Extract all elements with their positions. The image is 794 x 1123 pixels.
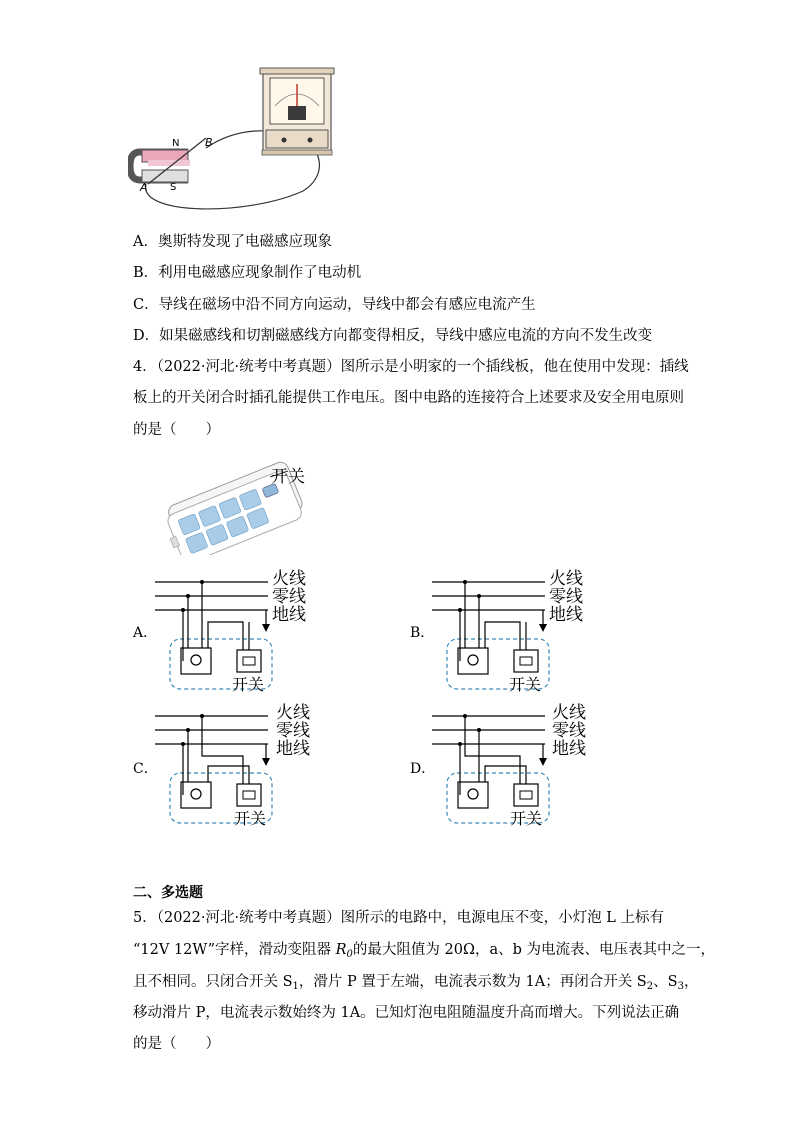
circuit-a-switch-label: 开关 xyxy=(232,675,265,694)
q4-option-d-letter: D． xyxy=(410,761,436,777)
q5-line-3-part-d: ， xyxy=(683,974,699,990)
live-wire-label: 火线 xyxy=(272,569,306,589)
circuit-b-switch-label: 开关 xyxy=(509,675,542,694)
q5-s1-subscript: 1 xyxy=(292,981,299,992)
q5-line-2-part-b: 的最大阻值为 20Ω，a、b 为电流表、电压表其中之一， xyxy=(352,942,716,958)
label-a: A xyxy=(140,181,148,194)
circuit-b-labels xyxy=(549,570,583,624)
q4-option-a-letter: A． xyxy=(133,625,158,641)
q4-line-2: 板上的开关闭合时插孔能提供工作电压。图中电路的连接符合上述要求及安全用电原则 xyxy=(133,390,684,406)
circuit-a-labels xyxy=(272,570,306,624)
q5-line-5: 的是（ ） xyxy=(133,1036,220,1052)
circuit-c-labels xyxy=(276,704,310,758)
live-wire-label: 火线 xyxy=(549,569,583,589)
ground-wire-label: 地线 xyxy=(552,739,586,759)
live-wire-label: 火线 xyxy=(276,703,310,723)
live-wire-label: 火线 xyxy=(552,703,586,723)
label-s: S xyxy=(170,182,177,193)
q5-line-3-part-b: ，滑片 P 置于左端，电流表示数为 1A；再闭合开关 S xyxy=(298,974,647,990)
q3-option-d: D．如果磁感线和切割磁感线方向都变得相反，导线中感应电流的方向不发生改变 xyxy=(133,328,653,344)
label-n: N xyxy=(172,138,180,149)
ground-wire-label: 地线 xyxy=(272,605,306,625)
q5-line-3-part-c: 、S xyxy=(653,974,678,990)
q5-line-3 xyxy=(133,972,698,997)
q5-resistor-subscript: 0 xyxy=(346,949,353,960)
neutral-wire-label: 零线 xyxy=(552,721,586,741)
circuit-d-labels xyxy=(552,704,586,758)
q3-option-b: B．利用电磁感应现象制作了电动机 xyxy=(133,265,362,281)
q3-option-c: C．导线在磁场中沿不同方向运动，导线中都会有感应电流产生 xyxy=(133,297,536,313)
q5-line-4: 移动滑片 P，电流表示数始终为 1A。已知灯泡电阻随温度升高而增大。下列说法正确 xyxy=(133,1005,680,1021)
q4-option-b-letter: B． xyxy=(410,625,435,641)
circuit-d-switch-label: 开关 xyxy=(510,809,543,828)
q5-s2-subscript: 2 xyxy=(646,981,654,992)
electromagnetic-induction-figure xyxy=(128,66,338,216)
neutral-wire-label: 零线 xyxy=(276,721,310,741)
q5-line-2-part-a: “12V 12W”字样，滑动变阻器 xyxy=(133,942,336,958)
q5-line-3-part-a: 且不相同。只闭合开关 S xyxy=(133,974,293,990)
label-b: B xyxy=(205,136,213,149)
q5-resistor-symbol: R xyxy=(335,942,347,958)
neutral-wire-label: 零线 xyxy=(549,587,583,607)
q5-line-1: 5．（2022·河北·统考中考真题）图所示的电路中，电源电压不变，小灯泡 L 上标有 xyxy=(133,910,664,926)
ground-wire-label: 地线 xyxy=(549,605,583,625)
circuit-c-switch-label: 开关 xyxy=(234,809,267,828)
neutral-wire-label: 零线 xyxy=(272,587,306,607)
q3-option-a: A．奥斯特发现了电磁感应现象 xyxy=(133,234,332,250)
ground-wire-label: 地线 xyxy=(276,739,310,759)
q4-line-3: 的是（ ） xyxy=(133,422,220,438)
q4-option-c-letter: C． xyxy=(133,761,158,777)
power-strip-switch-label: 开关 xyxy=(271,467,305,487)
section-title-multiple-choice: 二、多选题 xyxy=(133,885,203,901)
q5-s3-subscript: 3 xyxy=(677,981,684,992)
q5-line-2 xyxy=(133,940,715,965)
q4-line-1: 4．（2022·河北·统考中考真题）图所示是小明家的一个插线板，他在使用中发现：插线 xyxy=(133,359,689,375)
